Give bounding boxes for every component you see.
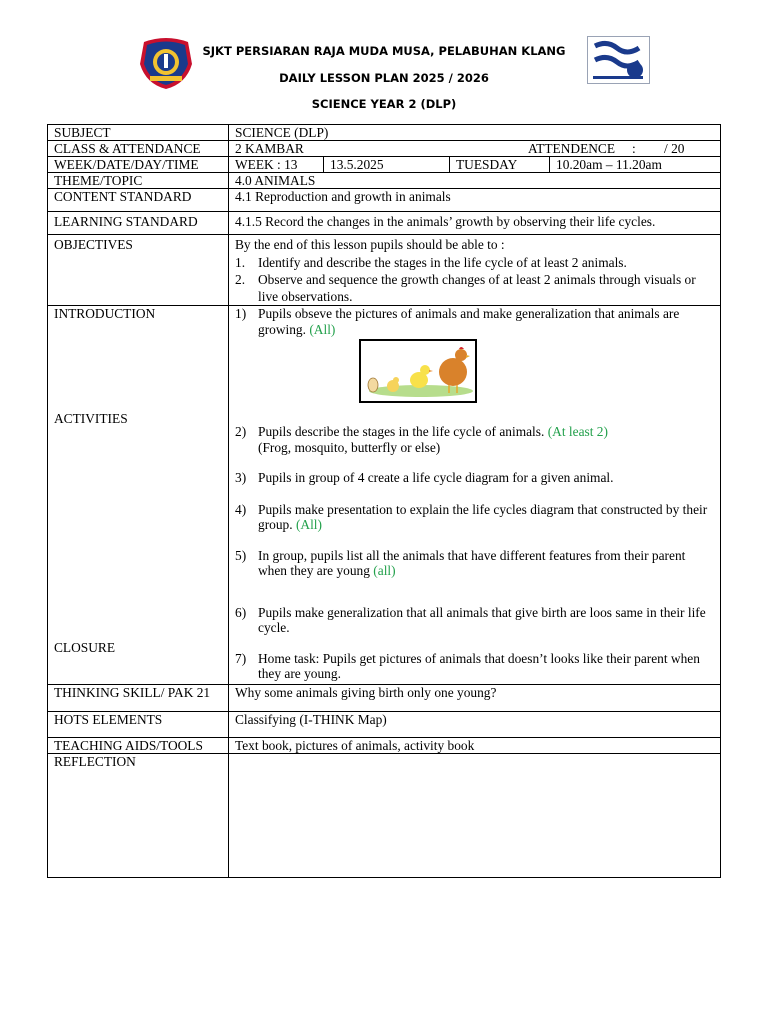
closure-item: 7) Home task: Pupils get pictures of animals that doesn’t looks like their parent when they are young. [235, 650, 700, 681]
hots-value: Classifying (I-THINK Map) [229, 712, 721, 738]
objective-item: 2. Observe and sequence the growth changes of at least 2 animals through visuals or live observations. [235, 272, 696, 304]
activity-item: 5) In group, pupils list all the animals that have different features from their parent when they are young (all) [235, 547, 686, 578]
anniversary-logo [587, 36, 650, 84]
activity-item: 6) Pupils make generalization that all animals that give birth are loos same in their life cycle. [235, 604, 706, 635]
class-label: CLASS & ATTENDANCE [48, 141, 229, 157]
activity-item: 2) Pupils describe the stages in the life cycle of animals. (At least 2) (Frog, mosquito, butterfly or else) [235, 424, 608, 455]
reflection-value [229, 754, 721, 878]
thinking-label: THINKING SKILL/ PAK 21 [48, 685, 229, 712]
class-row [48, 141, 721, 157]
objectives-label: OBJECTIVES [48, 235, 229, 306]
week-row [48, 157, 721, 173]
lesson-date: 13.5.2025 [323, 157, 449, 172]
introduction-label: INTRODUCTION [54, 306, 156, 321]
activity-item: 4) Pupils make presentation to explain the life cycles diagram that constructed by their group. (All) [235, 501, 708, 532]
content-label: CONTENT STANDARD [48, 189, 229, 212]
closure-label: CLOSURE [54, 640, 116, 655]
aids-label: TEACHING AIDS/TOOLS [48, 738, 229, 754]
aids-value: Text book, pictures of animals, activity book [229, 738, 721, 754]
objectives-row [48, 235, 721, 306]
lesson-time: 10.20am – 11.20am [549, 157, 719, 172]
objectives-cell [229, 235, 721, 306]
lesson-body-labels [48, 306, 229, 685]
class-value: 2 KAMBAR [235, 141, 304, 156]
reflection-row [48, 754, 721, 878]
chicken-life-cycle-image [359, 339, 477, 403]
reflection-label: REFLECTION [48, 754, 229, 878]
theme-value: 4.0 ANIMALS [229, 173, 721, 189]
plan-title: DAILY LESSON PLAN 2025 / 2026 [279, 71, 489, 85]
objectives-intro: By the end of this lesson pupils should be able to : [235, 237, 505, 252]
week-number: WEEK : 13 [235, 157, 298, 172]
activity-item: 3) Pupils in group of 4 create a life cycle diagram for a given animal. [235, 470, 614, 485]
content-row [48, 189, 721, 212]
objective-item: 1. Identify and describe the stages in the life cycle of at least 2 animals. [235, 255, 627, 270]
thinking-value: Why some animals giving birth only one young? [229, 685, 721, 712]
attendance-label: ATTENDENCE [528, 141, 616, 156]
hots-row [48, 712, 721, 738]
lesson-body-row [48, 306, 721, 685]
class-cell [229, 141, 721, 157]
attendance-value: / 20 [664, 141, 685, 156]
theme-row [48, 173, 721, 189]
aids-row [48, 738, 721, 754]
introduction-item: 1) Pupils obseve the pictures of animals and make generalization that animals are growing. (All) [235, 306, 680, 337]
theme-label: THEME/TOPIC [48, 173, 229, 189]
content-value: 4.1 Reproduction and growth in animals [229, 189, 721, 212]
school-name: SJKT PERSIARAN RAJA MUDA MUSA, PELABUHAN KLANG [202, 44, 566, 58]
subject-value: SCIENCE (DLP) [229, 125, 721, 141]
hots-label: HOTS ELEMENTS [48, 712, 229, 738]
lesson-plan-table [47, 124, 721, 878]
subject-label: SUBJECT [48, 125, 229, 141]
week-label: WEEK/DATE/DAY/TIME [48, 157, 229, 173]
learning-row [48, 212, 721, 235]
lesson-day: TUESDAY [449, 157, 549, 172]
subject-row [48, 125, 721, 141]
thinking-row [48, 685, 721, 712]
attendance-colon: : [632, 141, 636, 156]
learning-label: LEARNING STANDARD [48, 212, 229, 235]
subject-year: SCIENCE YEAR 2 (DLP) [311, 97, 457, 111]
learning-value: 4.1.5 Record the changes in the animals’ growth by observing their life cycles. [229, 212, 721, 235]
lesson-body-content [229, 306, 721, 685]
activities-label: ACTIVITIES [54, 411, 128, 426]
week-cell [229, 157, 721, 173]
